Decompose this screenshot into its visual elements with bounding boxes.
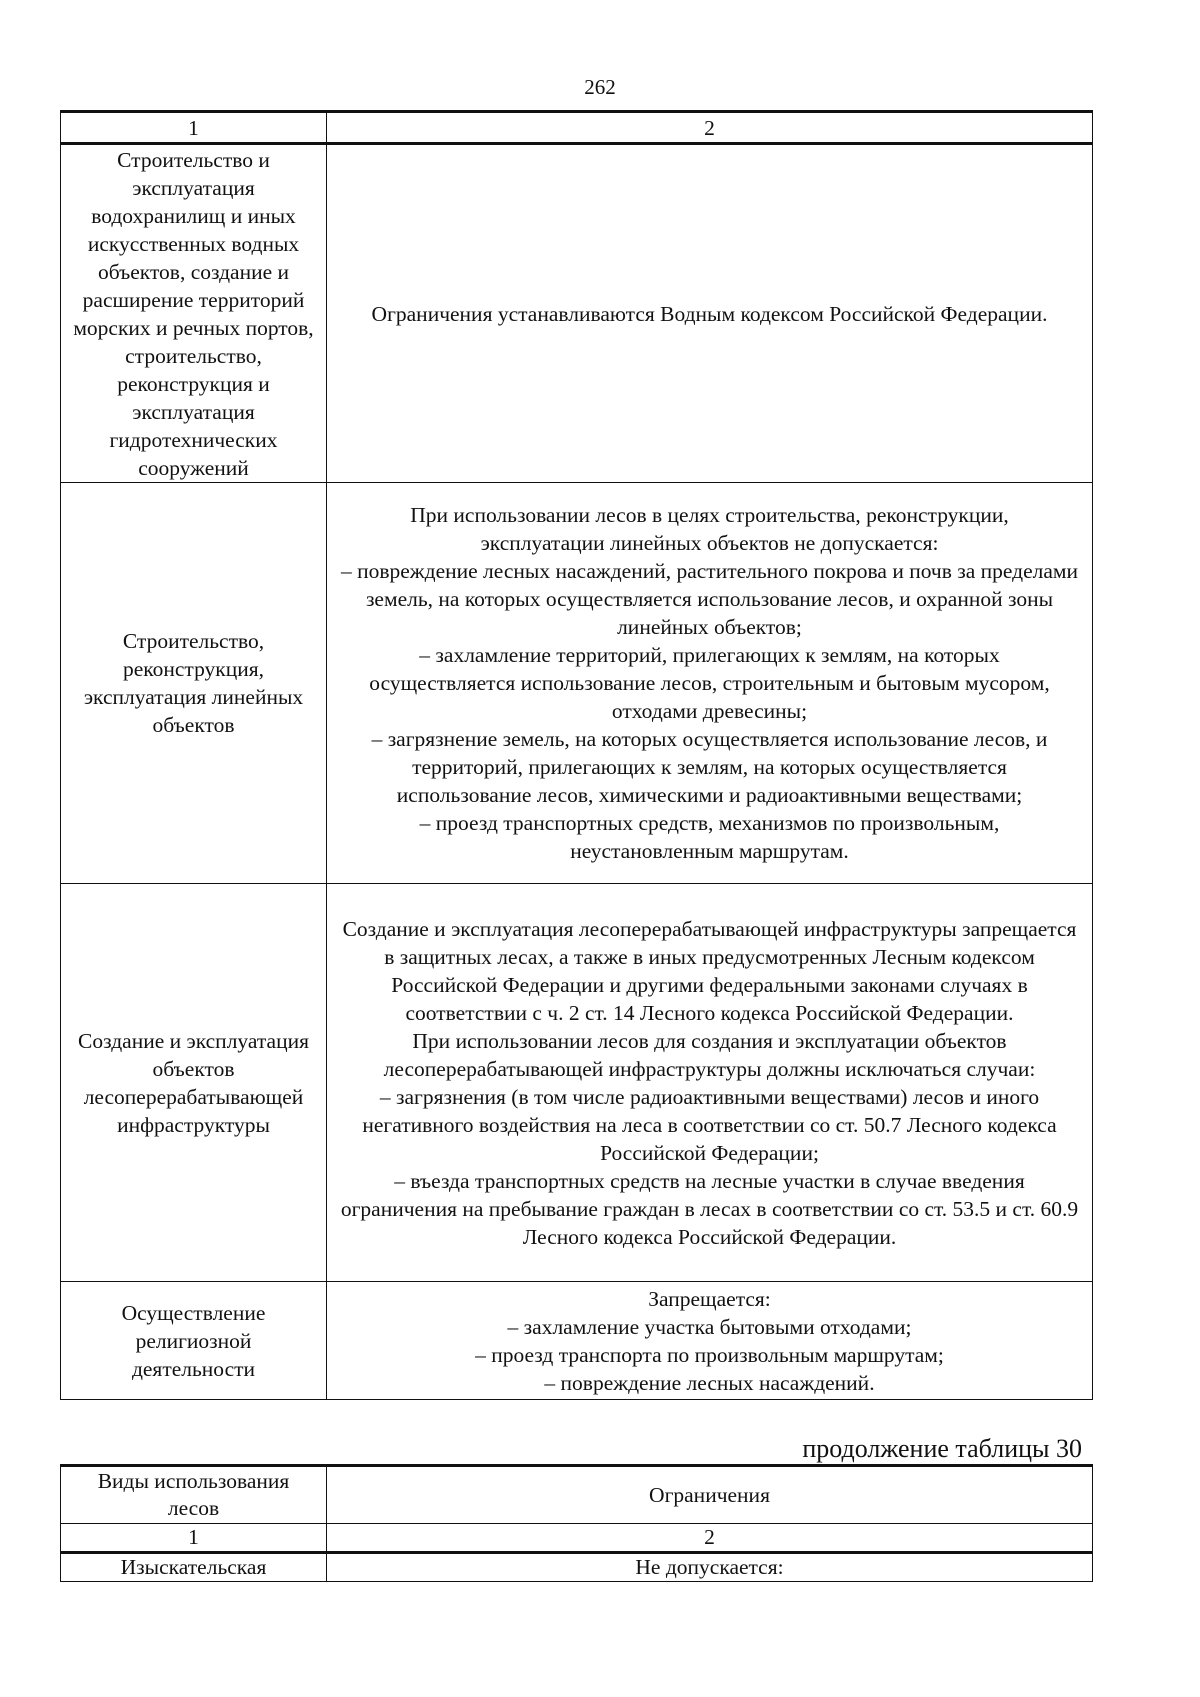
header-restrictions: Ограничения — [327, 1466, 1093, 1524]
column-number-2: 2 — [327, 112, 1093, 144]
restrictions-cell — [327, 884, 1093, 1282]
restriction-item: – повреждение лесных насаждений. — [544, 1370, 875, 1395]
table-row — [61, 144, 1093, 483]
activity-cell: Осуществление религиозной деятельности — [61, 1282, 327, 1400]
column-number-1: 1 — [61, 112, 327, 144]
restrictions-table — [60, 110, 1093, 1400]
table-row — [61, 1553, 1093, 1582]
restriction-text: Создание и эксплуатация лесоперерабатывающей инфраструктуры запрещается в защитных лесах, а также в иных предусмотренных Лесным кодексом Российской Федерации и другими федеральными законами случаях в соответствии с ч. 2 ст. 14 Лесного кодекса Российской Федерации. — [342, 916, 1077, 1025]
column-number-1: 1 — [61, 1524, 327, 1553]
table-row — [61, 483, 1093, 884]
column-number-2: 2 — [327, 1524, 1093, 1553]
restriction-item: – въезда транспортных средств на лесные участки в случае введения ограничения на пребывание граждан в лесах в соответствии со ст. 53.5 и ст. 60.9 Лесного кодекса Российской Федерации. — [340, 1168, 1079, 1249]
restriction-item: – проезд транспорта по произвольным маршрутам; — [475, 1342, 944, 1367]
restriction-item: – проезд транспортных средств, механизмов по произвольным, неустановленным маршрутам. — [419, 811, 1000, 863]
activity-cell: Строительство и эксплуатация водохранилищ и иных искусственных водных объектов, создание и расширение территорий морских и речных портов, строительство, реконструкция и эксплуатация гидротехнических сооружений — [61, 144, 327, 483]
restrictions-table-continued — [60, 1464, 1093, 1582]
restriction-item: – захламление участка бытовыми отходами; — [507, 1314, 912, 1339]
restriction-text: Ограничения устанавливаются Водным кодексом Российской Федерации. — [371, 301, 1048, 326]
restrictions-cell — [327, 1282, 1093, 1400]
table-row — [61, 1282, 1093, 1400]
page-number: 262 — [584, 75, 616, 99]
activity-cell: Строительство, реконструкция, эксплуатация линейных объектов — [61, 483, 327, 884]
activity-cell: Создание и эксплуатация объектов лесоперерабатывающей инфраструктуры — [61, 884, 327, 1282]
restriction-text: Запрещается: — [648, 1286, 771, 1311]
restriction-item: – захламление территорий, прилегающих к землям, на которых осуществляется использование лесов, строительным и бытовым мусором, отходами древесины; — [369, 643, 1050, 723]
restrictions-cell: Не допускается: — [327, 1553, 1093, 1582]
table-row — [61, 884, 1093, 1282]
table-continuation-caption: продолжение таблицы 30 — [802, 1434, 1082, 1463]
header-activity-types: Виды использования лесов — [61, 1466, 327, 1524]
restriction-item: – загрязнения (в том числе радиоактивными веществами) лесов и иного негативного воздействия на леса в соответствии со ст. 50.7 Лесного кодекса Российской Федерации; — [362, 1084, 1057, 1165]
activity-cell: Изыскательская — [61, 1553, 327, 1582]
restrictions-cell — [327, 144, 1093, 483]
restriction-text: При использовании лесов для создания и эксплуатации объектов лесоперерабатывающей инфраструктуры должны исключаться случаи: — [383, 1028, 1036, 1081]
header-row — [61, 1466, 1093, 1524]
restriction-item: – загрязнение земель, на которых осуществляется использование лесов, и территорий, прилегающих к землям, на которых осуществляется использование лесов, химическими и радиоактивными веществами; — [371, 727, 1048, 807]
column-number-row — [61, 1524, 1093, 1553]
restriction-text: При использовании лесов в целях строительства, реконструкции, эксплуатации линейных объектов не допускается: — [410, 503, 1009, 555]
restriction-item: – повреждение лесных насаждений, растительного покрова и почв за пределами земель, на которых осуществляется использование лесов, и охранной зоны линейных объектов; — [340, 559, 1079, 639]
column-number-row — [61, 112, 1093, 144]
restrictions-cell — [327, 483, 1093, 884]
